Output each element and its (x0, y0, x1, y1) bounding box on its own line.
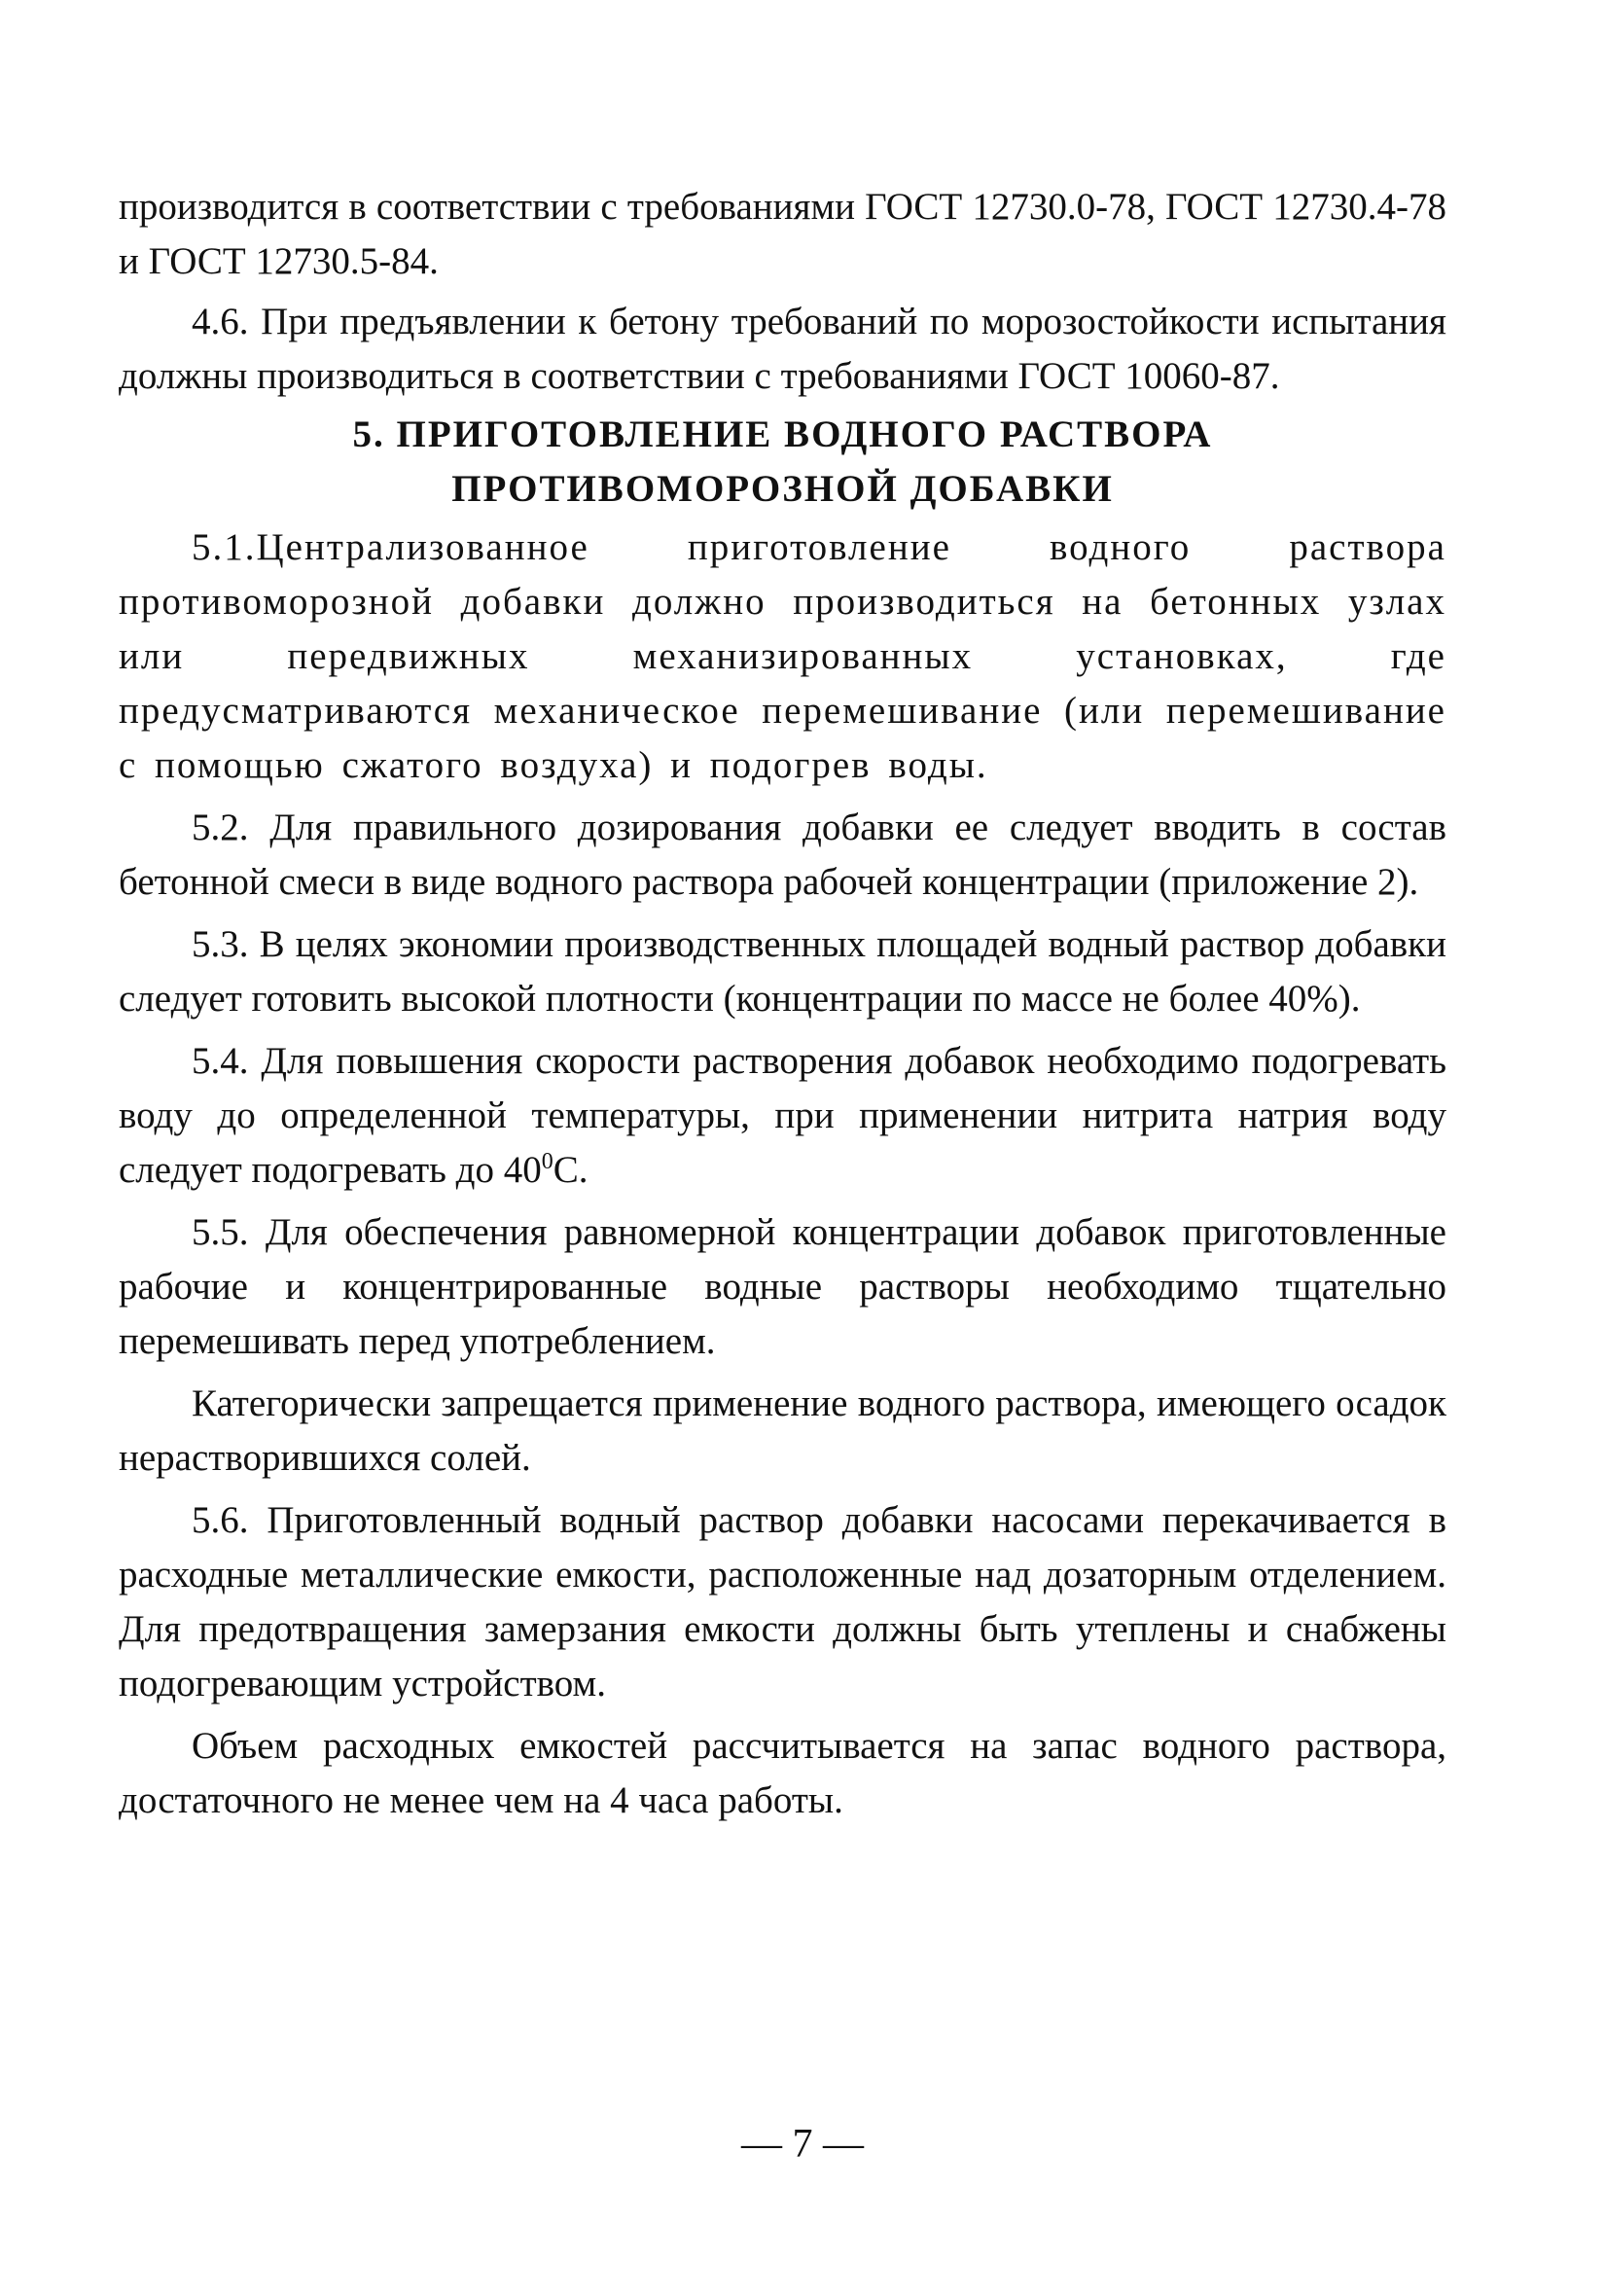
paragraph-5-6-capacity: Объем расходных емкостей рассчитывается на запас водного раствора, достаточного не менее чем на 4 часа работы. (119, 1725, 1446, 1821)
paragraph-5-4-unit: С. (553, 1149, 588, 1191)
paragraph-5-4 (119, 1034, 1446, 1198)
section-heading-line1: 5. ПРИГОТОВЛЕНИЕ ВОДНОГО РАСТВОРА (352, 413, 1213, 455)
degree-superscript: 0 (541, 1149, 553, 1174)
document-page (119, 180, 1446, 1828)
paragraph-4-6: 4.6. При предъявлении к бетону требований по морозостойкости испытания должны производиться в соответствии с требованиями ГОСТ 10060-87. (119, 301, 1446, 397)
page-number: — 7 — (741, 2122, 864, 2167)
section-heading-line2: ПРОТИВОМОРОЗНОЙ ДОБАВКИ (451, 468, 1114, 510)
paragraph-5-1: 5.1.Централизованное приготовление водного раствора противоморозной добавки должно производиться на бетонных узлах или передвижных механизированных установках, где предусматриваются механическое перемешивание (или перемешивание с помощью сжатого воздуха) и подогрев воды. (119, 526, 1446, 786)
paragraph-continuation: производится в соответствии с требованиями ГОСТ 12730.0-78, ГОСТ 12730.4-78 и ГОСТ 12730.5-84. (119, 186, 1446, 282)
paragraph-5-6: 5.6. Приготовленный водный раствор добавки насосами перекачивается в расходные металлические емкости, расположенные над дозаторным отделением. Для предотвращения замерзания емкости должны быть утеплены и снабжены подогревающим устройством. (119, 1499, 1446, 1704)
paragraph-5-5-warning: Категорически запрещается применение водного раствора, имеющего осадок нерастворившихся солей. (119, 1382, 1446, 1479)
paragraph-5-2: 5.2. Для правильного дозирования добавки ее следует вводить в состав бетонной смеси в виде водного раствора рабочей концентрации (приложение 2). (119, 807, 1446, 903)
paragraph-5-3: 5.3. В целях экономии производственных площадей водный раствор добавки следует готовить высокой плотности (концентрации по массе не более 40%). (119, 923, 1446, 1020)
paragraph-5-5: 5.5. Для обеспечения равномерной концентрации добавок приготовленные рабочие и концентрированные водные растворы необходимо тщательно перемешивать перед употреблением. (119, 1211, 1446, 1362)
section-heading (119, 408, 1446, 517)
paragraph-5-4-text: 5.4. Для повышения скорости растворения добавок необходимо подогревать воду до определенной температуры, при применении нитрита натрия воду следует подогревать до 40 (119, 1040, 1446, 1191)
